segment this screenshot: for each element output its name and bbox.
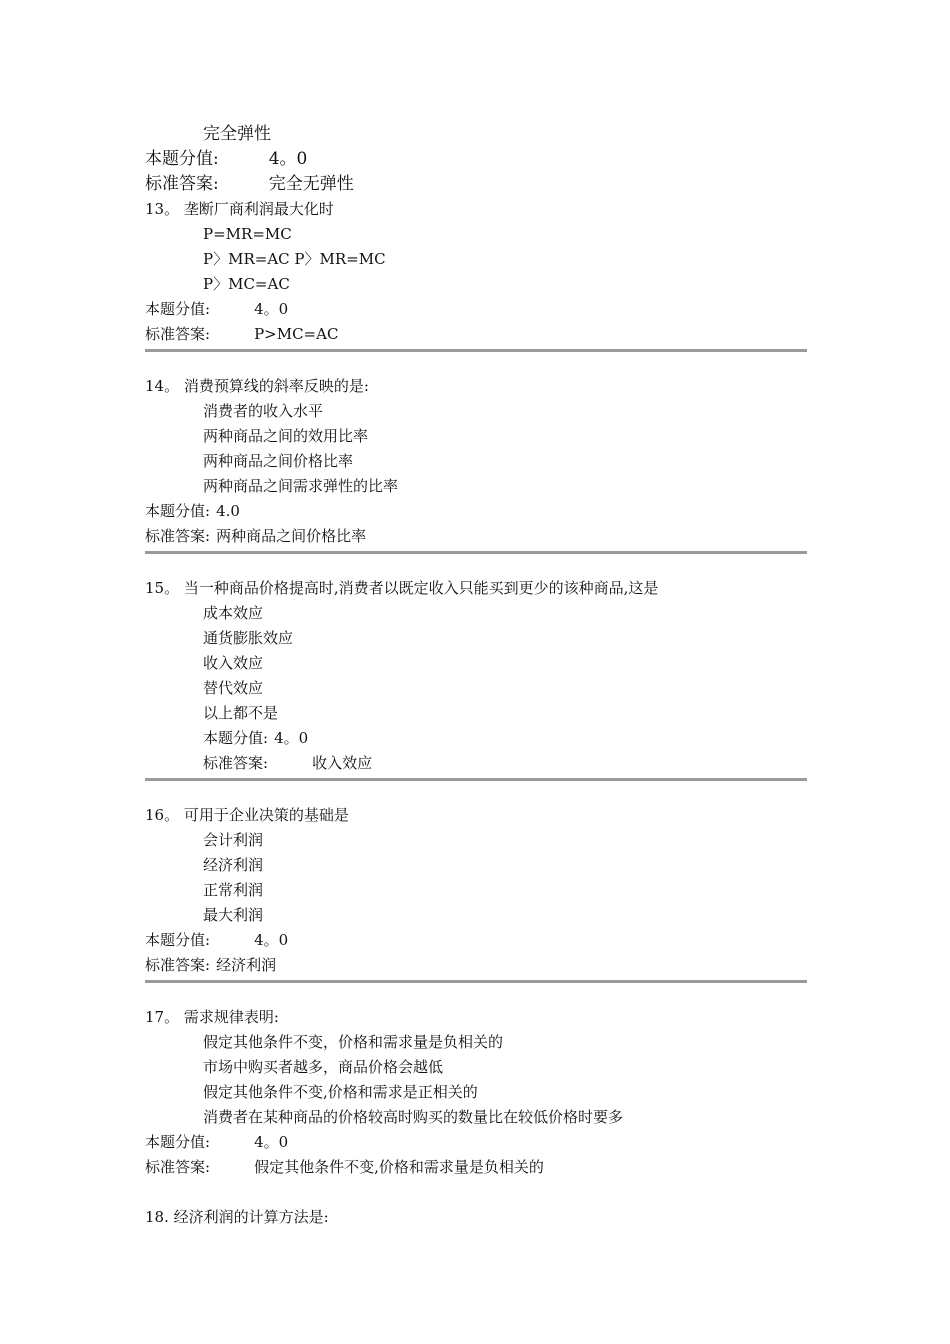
score-value: 4。0 bbox=[254, 1133, 289, 1151]
option: 完全弹性 bbox=[203, 124, 271, 144]
option: 假定其他条件不变，价格和需求量是负相关的 bbox=[203, 1033, 504, 1051]
question-text: 15。 当一种商品价格提高时,消费者以既定收入只能买到更少的该种商品,这是 bbox=[145, 579, 659, 597]
answer-row bbox=[145, 751, 807, 776]
score-row bbox=[145, 147, 807, 172]
option: 假定其他条件不变,价格和需求是正相关的 bbox=[203, 1083, 478, 1101]
score-label: 本题分值: bbox=[145, 931, 211, 949]
score-label: 本题分值: bbox=[145, 300, 211, 318]
question-text: 14。 消费预算线的斜率反映的是: bbox=[145, 377, 369, 395]
option: 消费者的收入水平 bbox=[203, 402, 324, 420]
question-13-block bbox=[145, 197, 807, 352]
option: P=MR=MC bbox=[203, 225, 292, 243]
question-16-block bbox=[145, 803, 807, 983]
question-text: 16。 可用于企业决策的基础是 bbox=[145, 806, 349, 824]
answer-row bbox=[145, 953, 807, 978]
answer-label: 标准答案: bbox=[145, 956, 211, 974]
answer-value: 假定其他条件不变,价格和需求量是负相关的 bbox=[254, 1158, 544, 1176]
score-value: 4。0 bbox=[268, 149, 308, 169]
question-15-block bbox=[145, 576, 807, 781]
spacer bbox=[145, 352, 807, 374]
option: 市场中购买者越多，商品价格会越低 bbox=[203, 1058, 444, 1076]
answer-label: 标准答案: bbox=[145, 325, 211, 343]
answer-row bbox=[145, 172, 807, 197]
option: 两种商品之间需求弹性的比率 bbox=[203, 477, 399, 495]
spacer bbox=[145, 554, 807, 576]
score-row bbox=[145, 499, 807, 524]
prev-question-block bbox=[145, 122, 807, 197]
score-label: 本题分值: bbox=[145, 1133, 211, 1151]
score-row bbox=[145, 928, 807, 953]
score-label: 本题分值: bbox=[145, 502, 211, 520]
answer-label: 标准答案: bbox=[145, 174, 219, 194]
option: 收入效应 bbox=[203, 654, 264, 672]
question-17-block bbox=[145, 1005, 807, 1180]
score-label: 本题分值: bbox=[203, 729, 269, 747]
answer-label: 标准答案: bbox=[145, 1158, 211, 1176]
answer-value: 收入效应 bbox=[312, 754, 373, 772]
spacer bbox=[145, 1180, 807, 1205]
score-value: 4。0 bbox=[274, 729, 309, 747]
option: 消费者在某种商品的价格较高时购买的数量比在较低价格时要多 bbox=[203, 1108, 624, 1126]
option: 正常利润 bbox=[203, 881, 264, 899]
score-value: 4.0 bbox=[216, 502, 240, 520]
option: 以上都不是 bbox=[203, 704, 279, 722]
score-value: 4。0 bbox=[254, 300, 289, 318]
score-row bbox=[145, 726, 807, 751]
question-text: 17。 需求规律表明: bbox=[145, 1008, 279, 1026]
quiz-content bbox=[145, 122, 807, 1230]
answer-row bbox=[145, 1155, 807, 1180]
spacer bbox=[145, 983, 807, 1005]
answer-value: 经济利润 bbox=[216, 956, 277, 974]
answer-row bbox=[145, 524, 807, 549]
spacer bbox=[145, 781, 807, 803]
answer-value: P>MC=AC bbox=[254, 325, 339, 343]
answer-label: 标准答案: bbox=[145, 527, 211, 545]
answer-row bbox=[145, 322, 807, 347]
option: 两种商品之间的效用比率 bbox=[203, 427, 369, 445]
answer-label: 标准答案: bbox=[203, 754, 269, 772]
score-value: 4。0 bbox=[254, 931, 289, 949]
option: 通货膨胀效应 bbox=[203, 629, 294, 647]
score-row bbox=[145, 297, 807, 322]
option: P〉MC=AC bbox=[203, 275, 290, 293]
option: P〉MR=AC P〉MR=MC bbox=[203, 250, 386, 268]
option: 替代效应 bbox=[203, 679, 264, 697]
question-text: 13。 垄断厂商利润最大化时 bbox=[145, 200, 334, 218]
option: 两种商品之间价格比率 bbox=[203, 452, 354, 470]
question-14-block bbox=[145, 374, 807, 554]
question-18-block bbox=[145, 1205, 807, 1230]
score-row bbox=[145, 1130, 807, 1155]
option: 成本效应 bbox=[203, 604, 264, 622]
option: 会计利润 bbox=[203, 831, 264, 849]
question-text: 18. 经济利润的计算方法是: bbox=[145, 1208, 329, 1226]
option: 最大利润 bbox=[203, 906, 264, 924]
option: 经济利润 bbox=[203, 856, 264, 874]
score-label: 本题分值: bbox=[145, 149, 219, 169]
answer-value: 完全无弹性 bbox=[268, 174, 354, 194]
answer-value: 两种商品之间价格比率 bbox=[216, 527, 367, 545]
